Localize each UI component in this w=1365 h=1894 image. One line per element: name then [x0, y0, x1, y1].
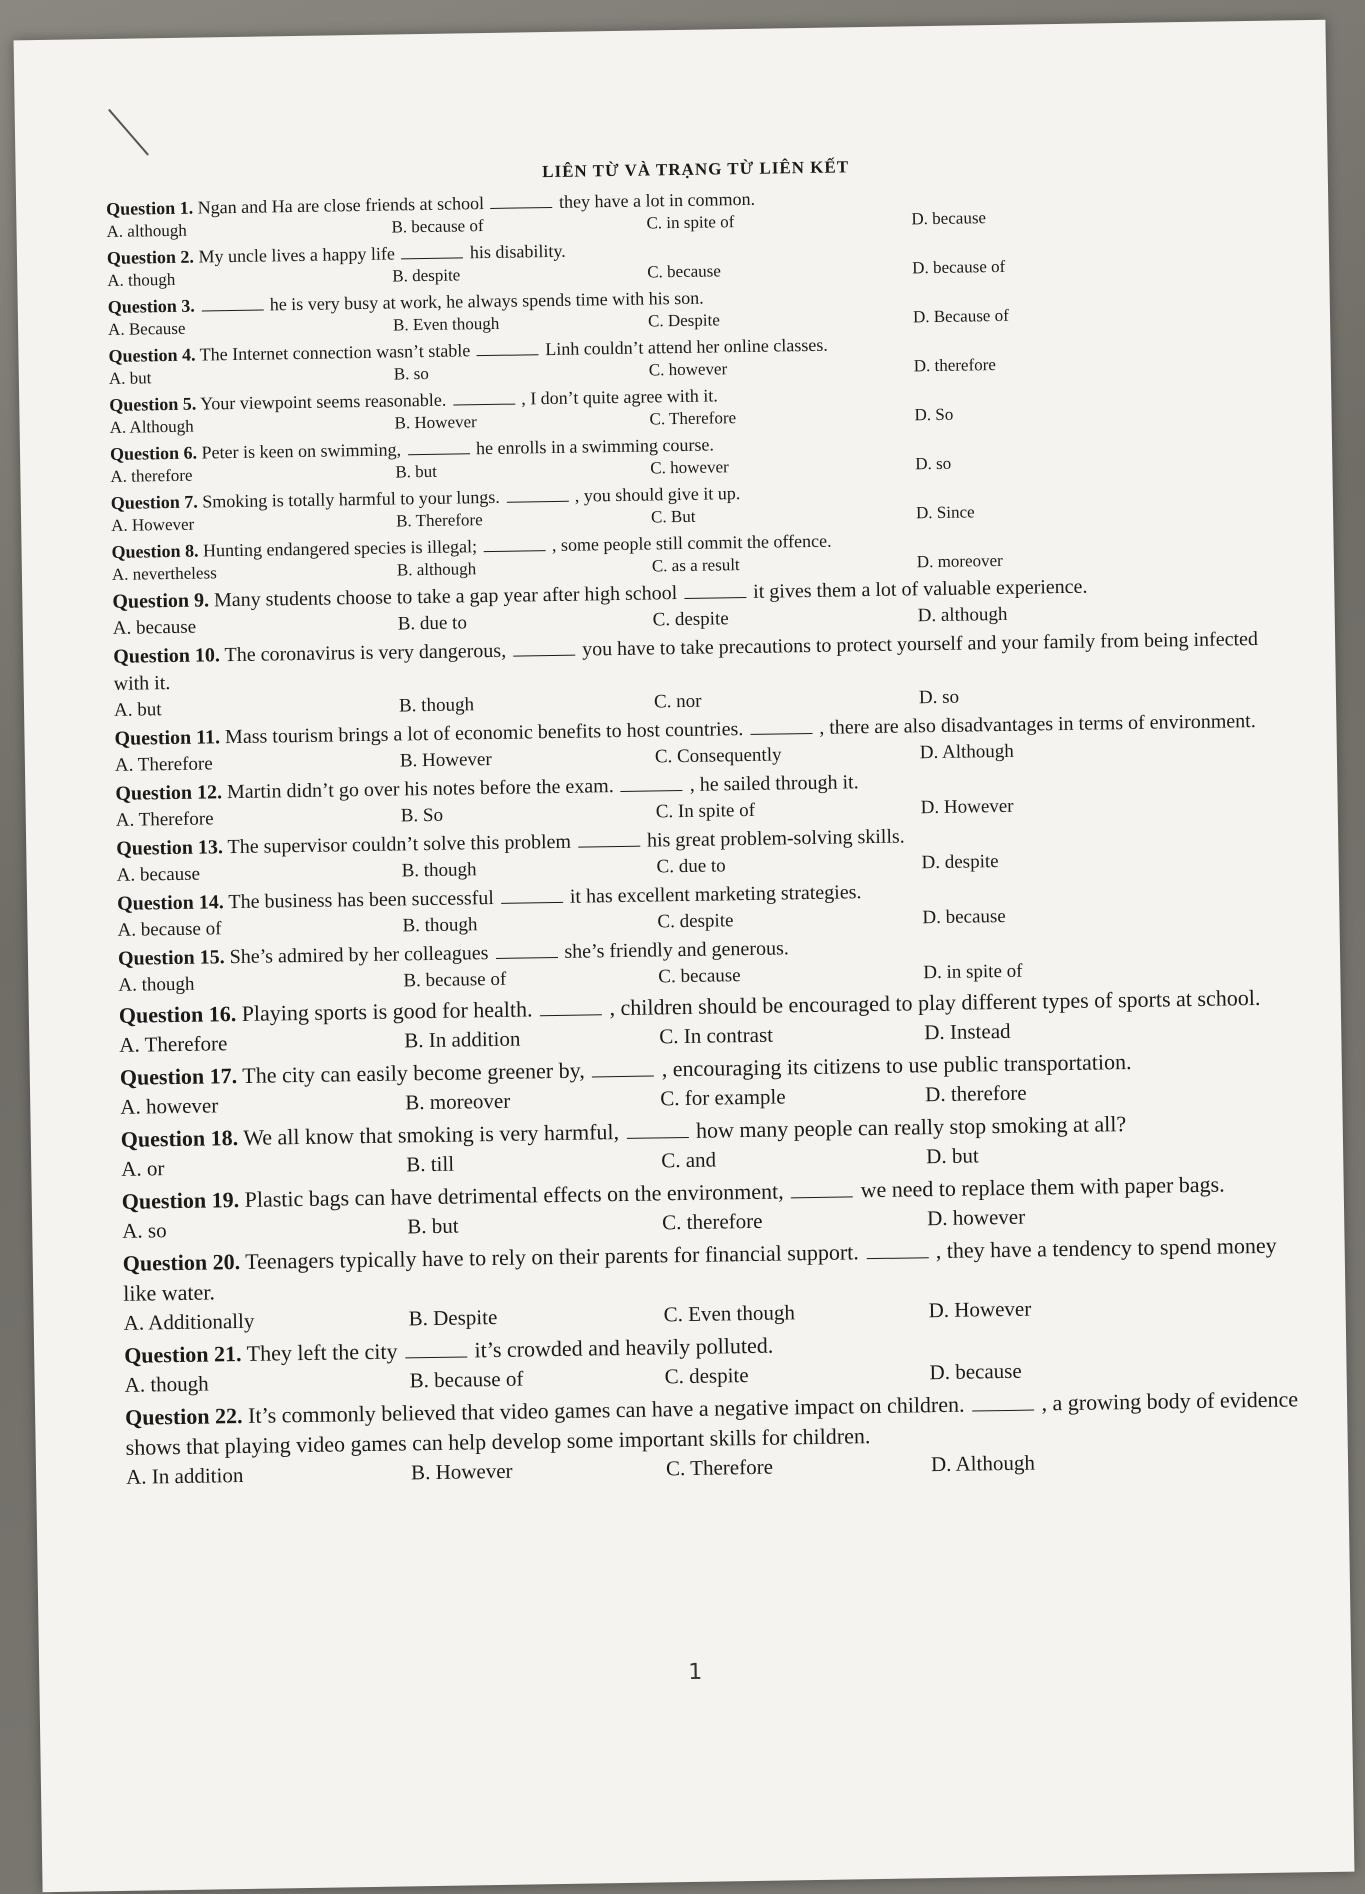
question-text-after: , you should give it up.: [574, 483, 741, 506]
question-text-after: he is very busy at work, he always spends time with his son.: [269, 287, 704, 315]
question-text-after: , a growing body of evidence shows that playing video games can help develop some important skills for children.: [125, 1386, 1299, 1460]
option-c: C. because: [647, 261, 722, 282]
option-a: A. though: [107, 269, 176, 290]
option-b: B. However: [399, 748, 492, 772]
question-number: Question 9.: [112, 589, 210, 613]
worksheet-title: LIÊN TỪ VÀ TRẠNG TỪ LIÊN KẾT: [542, 157, 850, 182]
option-c: C. as a result: [651, 555, 740, 576]
option-a: A. Although: [109, 416, 194, 437]
option-a: A. Additionally: [123, 1308, 255, 1335]
question-number: Question 22.: [124, 1402, 243, 1430]
question-text-after: his great problem-solving skills.: [646, 825, 905, 852]
question-item: [125, 1384, 1306, 1492]
question-text-before: My uncle lives a happy life: [198, 243, 396, 267]
option-a: A. however: [120, 1093, 219, 1119]
option-a: A. but: [108, 368, 152, 388]
question-text-after: , encouraging its citizens to use public transportation.: [661, 1048, 1132, 1082]
option-b: B. although: [396, 559, 477, 580]
answer-blank: [401, 241, 463, 259]
option-d: D. Instead: [924, 1018, 1011, 1045]
question-text-before: Ngan and Ha are close friends at school: [197, 193, 485, 218]
question-number: Question 16.: [118, 1001, 237, 1028]
option-a: A. nevertheless: [111, 563, 217, 584]
answer-blank: [621, 774, 683, 792]
option-b: B. so: [393, 363, 429, 384]
answer-blank: [506, 485, 568, 503]
question-text-before: Mass tourism brings a lot of economic benefits to host countries.: [224, 718, 744, 749]
page-number: 1: [688, 1659, 703, 1686]
question-text-before: She’s admired by her colleagues: [229, 942, 489, 969]
question-text-after: it’s crowded and heavily polluted.: [474, 1332, 774, 1363]
option-c: C. In contrast: [659, 1022, 774, 1049]
question-number: Question 10.: [113, 644, 221, 668]
answer-blank: [490, 191, 552, 209]
answer-blank: [495, 941, 557, 959]
question-text-before: Martin didn’t go over his notes before the exam.: [226, 775, 614, 804]
option-b: B. However: [394, 412, 477, 433]
question-text-before: Hunting endangered species is illegal;: [202, 536, 478, 561]
question-text-before: They left the city: [246, 1338, 398, 1366]
answer-blank: [201, 294, 263, 312]
question-text-after: his disability.: [469, 240, 566, 263]
question-text-before: It’s commonly believed that video games can have a negative impact on children.: [247, 1391, 965, 1428]
question-list: [106, 178, 1306, 1491]
option-a: A. However: [111, 514, 195, 535]
option-a: A. because: [116, 863, 201, 886]
option-c: C. despite: [664, 1363, 749, 1389]
answer-blank: [972, 1394, 1034, 1412]
option-b: B. but: [395, 461, 438, 482]
option-d: D. because: [911, 208, 987, 229]
option-d: D. Although: [919, 740, 1014, 764]
option-c: C. Despite: [647, 310, 720, 331]
question-number: Question 20.: [122, 1249, 241, 1276]
option-d: D. However: [928, 1296, 1032, 1323]
option-c: C. however: [648, 359, 728, 380]
question-number: Question 4.: [108, 344, 196, 366]
option-d: D. Since: [915, 502, 975, 523]
question-number: Question 12.: [115, 781, 223, 805]
question-number: Question 2.: [106, 246, 195, 268]
answer-blank: [578, 830, 640, 848]
question-text-before: Smoking is totally harmful to your lungs.: [202, 486, 500, 512]
answer-blank: [626, 1121, 688, 1139]
option-b: B. though: [398, 694, 475, 717]
option-a: A. Therefore: [115, 808, 214, 831]
option-c: C. therefore: [661, 1208, 763, 1235]
question-item: [123, 1230, 1304, 1338]
question-text-before: The supervisor couldn’t solve this problem: [227, 830, 572, 859]
worksheet-content: [106, 150, 1307, 1494]
question-number: Question 3.: [107, 295, 195, 317]
answer-blank: [791, 1180, 853, 1198]
question-text-before: The Internet connection wasn’t stable: [199, 340, 471, 365]
question-text-before: We all know that smoking is very harmful,: [243, 1119, 620, 1150]
answer-blank: [477, 338, 539, 356]
option-a: A. because: [112, 616, 197, 639]
option-b: B. despite: [392, 265, 461, 286]
answer-blank: [405, 1340, 467, 1358]
question-number: Question 7.: [110, 491, 198, 513]
option-c: C. for example: [660, 1084, 786, 1111]
option-b: B. So: [400, 804, 444, 827]
question-text-before: The city can easily become greener by,: [242, 1057, 585, 1088]
option-a: A. therefore: [110, 465, 193, 486]
question-number: Question 21.: [124, 1341, 242, 1368]
option-c: C. despite: [657, 910, 734, 933]
option-b: B. Even though: [392, 313, 500, 335]
option-d: D. However: [920, 795, 1014, 819]
answer-blank: [501, 886, 563, 904]
option-d: D. moreover: [916, 550, 1003, 572]
option-b: B. though: [401, 859, 477, 882]
option-d: D. but: [925, 1143, 979, 1169]
option-b: B. Therefore: [395, 510, 483, 531]
option-d: D. Although: [930, 1450, 1036, 1477]
question-text-after: it gives them a lot of valuable experience.: [753, 575, 1088, 603]
question-text-after: you have to take precautions to protect yourself and your family from being infected with it.: [113, 627, 1259, 695]
question-text-after: , children should be encouraged to play different types of sports at school.: [609, 984, 1261, 1021]
question-text-after: , there are also disadvantages in terms of environment.: [819, 709, 1256, 739]
option-d: D. therefore: [925, 1080, 1027, 1107]
answer-blank: [684, 581, 746, 599]
option-b: B. till: [406, 1151, 455, 1177]
question-number: Question 8.: [111, 540, 199, 562]
option-d: D. however: [926, 1204, 1026, 1231]
option-b: B. moreover: [405, 1088, 511, 1115]
answer-blank: [540, 998, 602, 1016]
answer-blank: [513, 639, 575, 657]
option-d: D. despite: [921, 851, 999, 874]
question-text-after: , some people still commit the offence.: [551, 530, 832, 556]
option-a: A. Therefore: [114, 753, 213, 776]
option-c: C. Consequently: [654, 744, 782, 768]
question-text-after: we need to replace them with paper bags.: [860, 1171, 1225, 1203]
option-d: D. because: [922, 905, 1006, 929]
answer-blank: [750, 717, 812, 735]
option-d: D. So: [914, 404, 954, 425]
option-d: D. because: [929, 1358, 1022, 1385]
question-text-before: Many students choose to take a gap year after high school: [213, 582, 678, 612]
question-number: Question 5.: [109, 393, 197, 415]
option-b: B. Despite: [408, 1304, 498, 1331]
question-text-after: he enrolls in a swimming course.: [475, 434, 715, 459]
question-number: Question 15.: [117, 946, 225, 970]
question-number: Question 1.: [106, 197, 194, 219]
option-c: C. due to: [656, 855, 726, 878]
question-text-after: , he sailed through it.: [689, 771, 859, 796]
question-number: Question 18.: [120, 1125, 239, 1152]
question-text-after: how many people can really stop smoking at all?: [695, 1111, 1127, 1143]
option-b: B. However: [410, 1458, 513, 1485]
question-text-after: , they have a tendency to spend money like water.: [123, 1232, 1277, 1306]
option-c: C. But: [650, 506, 696, 527]
answer-blank: [483, 534, 545, 552]
answer-blank: [453, 388, 515, 406]
option-b: B. but: [407, 1213, 459, 1239]
question-number: Question 13.: [116, 836, 224, 860]
answer-blank: [407, 437, 469, 455]
question-number: Question 17.: [119, 1063, 238, 1090]
question-text-before: Your viewpoint seems reasonable.: [199, 389, 447, 414]
question-text-after: it has excellent marketing strategies.: [569, 881, 862, 908]
option-d: D. so: [918, 686, 960, 709]
option-a: A. because of: [117, 918, 222, 941]
option-c: C. Therefore: [649, 408, 737, 429]
option-d: D. therefore: [913, 355, 997, 376]
option-d: D. Because of: [912, 305, 1009, 327]
option-c: C. because: [658, 965, 741, 988]
option-a: A. though: [118, 973, 195, 996]
option-a: A. In addition: [125, 1462, 244, 1489]
option-d: D. so: [915, 453, 952, 474]
option-a: A. Because: [107, 318, 186, 339]
option-c: C. Therefore: [665, 1454, 774, 1481]
option-c: C. despite: [652, 608, 729, 631]
option-b: B. because of: [409, 1366, 524, 1393]
question-text-after: Linh couldn’t attend her online classes.: [545, 334, 828, 360]
question-number: Question 14.: [116, 891, 224, 915]
option-b: B. In addition: [404, 1026, 521, 1053]
option-a: A. though: [124, 1371, 209, 1397]
option-a: A. so: [122, 1218, 167, 1243]
answer-blank: [866, 1241, 928, 1259]
question-text-before: Peter is keen on swimming,: [201, 439, 402, 463]
option-d: D. although: [917, 603, 1008, 627]
question-number: Question 19.: [121, 1187, 240, 1214]
option-c: C. In spite of: [655, 799, 756, 823]
question-number: Question 11.: [114, 726, 221, 750]
question-text-after: , I don’t quite agree with it.: [521, 385, 718, 409]
option-d: D. in spite of: [923, 960, 1023, 984]
worksheet-page: [14, 20, 1355, 1892]
question-text-before: The coronavirus is very dangerous,: [224, 639, 507, 667]
question-text-before: Playing sports is good for health.: [241, 996, 533, 1026]
answer-blank: [592, 1059, 654, 1077]
option-b: B. because of: [403, 968, 507, 992]
option-a: A. or: [121, 1156, 165, 1181]
option-a: A. Therefore: [119, 1031, 228, 1057]
option-b: B. though: [402, 914, 478, 937]
option-c: C. nor: [653, 690, 702, 713]
question-number: Question 6.: [109, 442, 198, 464]
option-c: C. in spite of: [646, 212, 735, 233]
option-c: C. Even though: [663, 1300, 796, 1327]
option-c: C. however: [650, 457, 729, 478]
option-a: A. although: [106, 220, 187, 241]
option-b: B. because of: [391, 216, 484, 237]
question-text-before: Teenagers typically have to rely on their parents for financial support.: [245, 1239, 859, 1274]
option-c: C. and: [661, 1147, 717, 1173]
option-b: B. due to: [397, 612, 468, 635]
question-text-after: she’s friendly and generous.: [564, 937, 789, 963]
pen-mark: [108, 109, 149, 156]
question-text-before: Plastic bags can have detrimental effects on the environment,: [244, 1178, 784, 1212]
question-item: [113, 625, 1294, 723]
question-text-before: The business has been successful: [228, 886, 495, 914]
option-d: D. because of: [912, 256, 1006, 278]
option-a: A. but: [113, 699, 162, 721]
question-text-after: they have a lot in common.: [558, 188, 756, 212]
